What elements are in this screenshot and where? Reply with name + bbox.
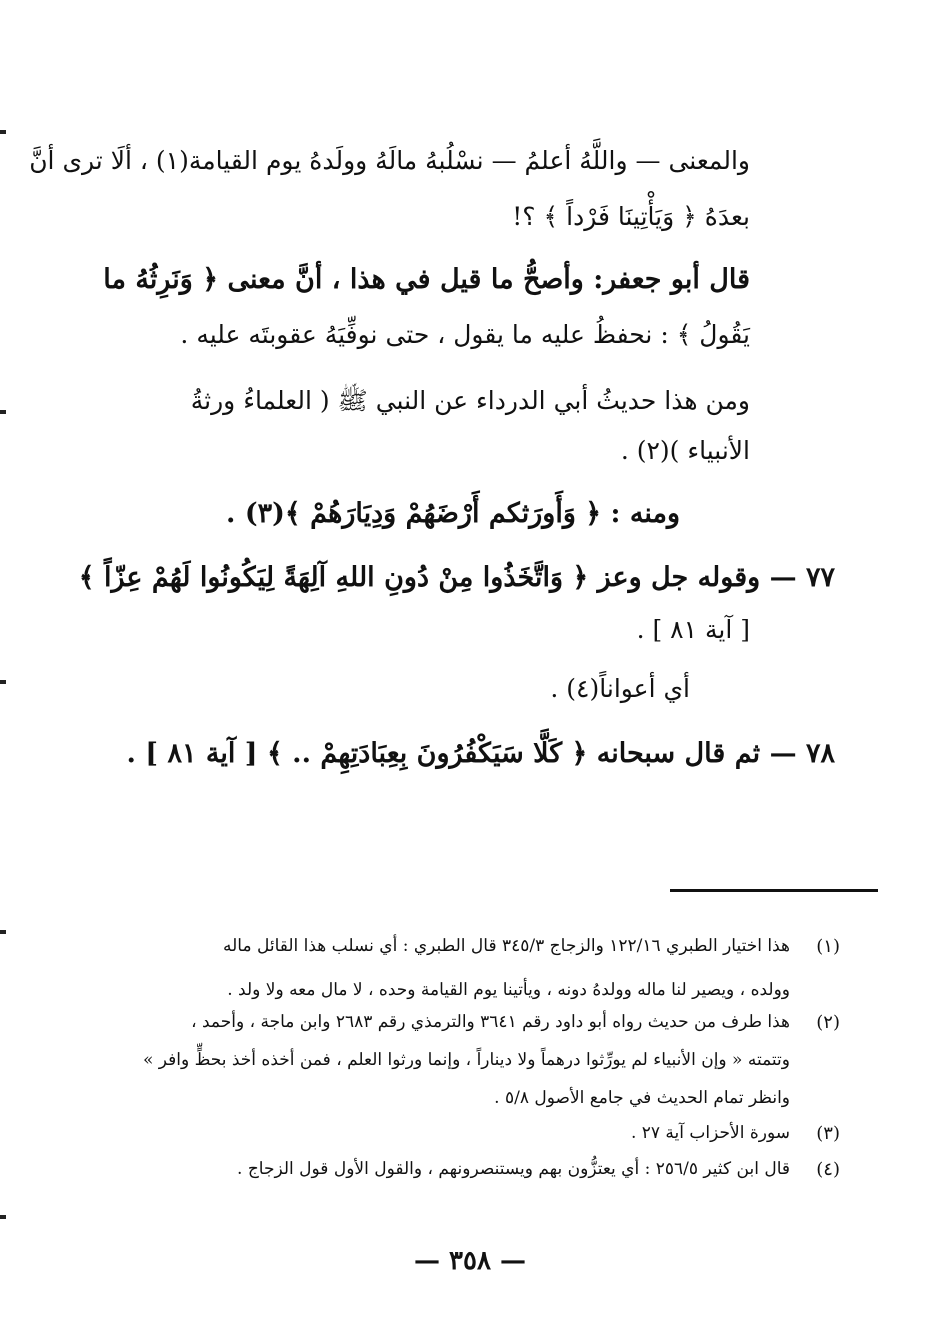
footnote-line: هذا طرف من حديث رواه أبو داود رقم ٣٦٤١ والترمذي رقم ٢٦٨٣ وابن ماجة ، وأحمد ، xyxy=(191,1012,790,1032)
footnote-separator xyxy=(670,889,878,892)
footnote-line: وتتمته « وإن الأنبياء لم يورِّثوا درهماً ولا ديناراً ، وإنما ورثوا العلم ، فمن أخذه أخذ بحظٍّ وافر » xyxy=(142,1050,790,1070)
footnote-number: (٣) xyxy=(816,1123,840,1144)
text-line: [ آية ٨١ ] . xyxy=(636,615,750,644)
text-line: أي أعواناً(٤) . xyxy=(550,674,690,703)
footnote-number: (٢) xyxy=(816,1012,840,1033)
footnote-line: هذا اختيار الطبري ١٢٢/١٦ والزجاج ٣٤٥/٣ قال الطبري : أي نسلب هذا القائل ماله xyxy=(222,936,790,956)
text-line: يَقُولُ ﴾ : نحفظُ عليه ما يقول ، حتى نوفِّيَهُ عقوبتَه عليه . xyxy=(180,320,750,349)
footnote-line: قال ابن كثير ٢٥٦/٥ : أي يعتزُّون بهم ويستنصرونهم ، والقول الأول قول الزجاج . xyxy=(237,1159,790,1179)
scan-edge-mark xyxy=(0,410,6,414)
scan-edge-mark xyxy=(0,1215,6,1219)
text-line: والمعنى — واللَّهُ أعلمُ — نسْلُبهُ مالَهُ وولَدهُ يوم القيامة(١) ، ألَا ترى أنَّ xyxy=(29,146,750,175)
footnote-number: (١) xyxy=(816,936,840,957)
text-line: قال أبو جعفر: وأصحُّ ما قيل في هذا ، أنَّ معنى ﴿ وَنَرِثُهُ ما xyxy=(103,264,750,295)
verse-heading-78: ٧٨ — ثم قال سبحانه ﴿ كَلَّا سَيَكْفُرُونَ بِعِبَادَتِهِمْ .. ﴾ [ آية ٨١ ] . xyxy=(126,738,835,769)
page-number: — ٣٥٨ — xyxy=(413,1246,527,1276)
text-line: بعدَهُ ﴿ وَيَأْتِينَا فَرْداً ﴾ ؟! xyxy=(512,202,750,231)
footnote-line: وولده ، ويصير لنا ماله وولدهُ دونه ، ويأتينا يوم القيامة وحده ، لا مال معه ولا ولد . xyxy=(227,980,790,1000)
verse-heading-77: ٧٧ — وقوله جل وعز ﴿ وَاتَّخَذُوا مِنْ دُونِ اللهِ آلِهَةً لِيَكُونُوا لَهُمْ عِزّاً ﴾ xyxy=(78,562,835,593)
footnote-number: (٤) xyxy=(816,1159,840,1180)
text-line: ومن هذا حديثُ أبي الدرداء عن النبي ﷺ ( العلماءُ ورثةُ xyxy=(190,386,750,415)
scan-edge-mark xyxy=(0,930,6,934)
text-line: ومنه : ﴿ وَأَورَثكم أَرْضَهُمْ وَدِيَارَهُمْ ﴾(٣) . xyxy=(226,498,680,529)
text-line: الأنبياء )(٢) . xyxy=(620,436,750,465)
scan-edge-mark xyxy=(0,680,6,684)
scan-edge-mark xyxy=(0,130,6,134)
footnote-line: سورة الأحزاب آية ٢٧ . xyxy=(630,1123,790,1143)
footnote-line: وانظر تمام الحديث في جامع الأصول ٥/٨ . xyxy=(494,1088,790,1108)
